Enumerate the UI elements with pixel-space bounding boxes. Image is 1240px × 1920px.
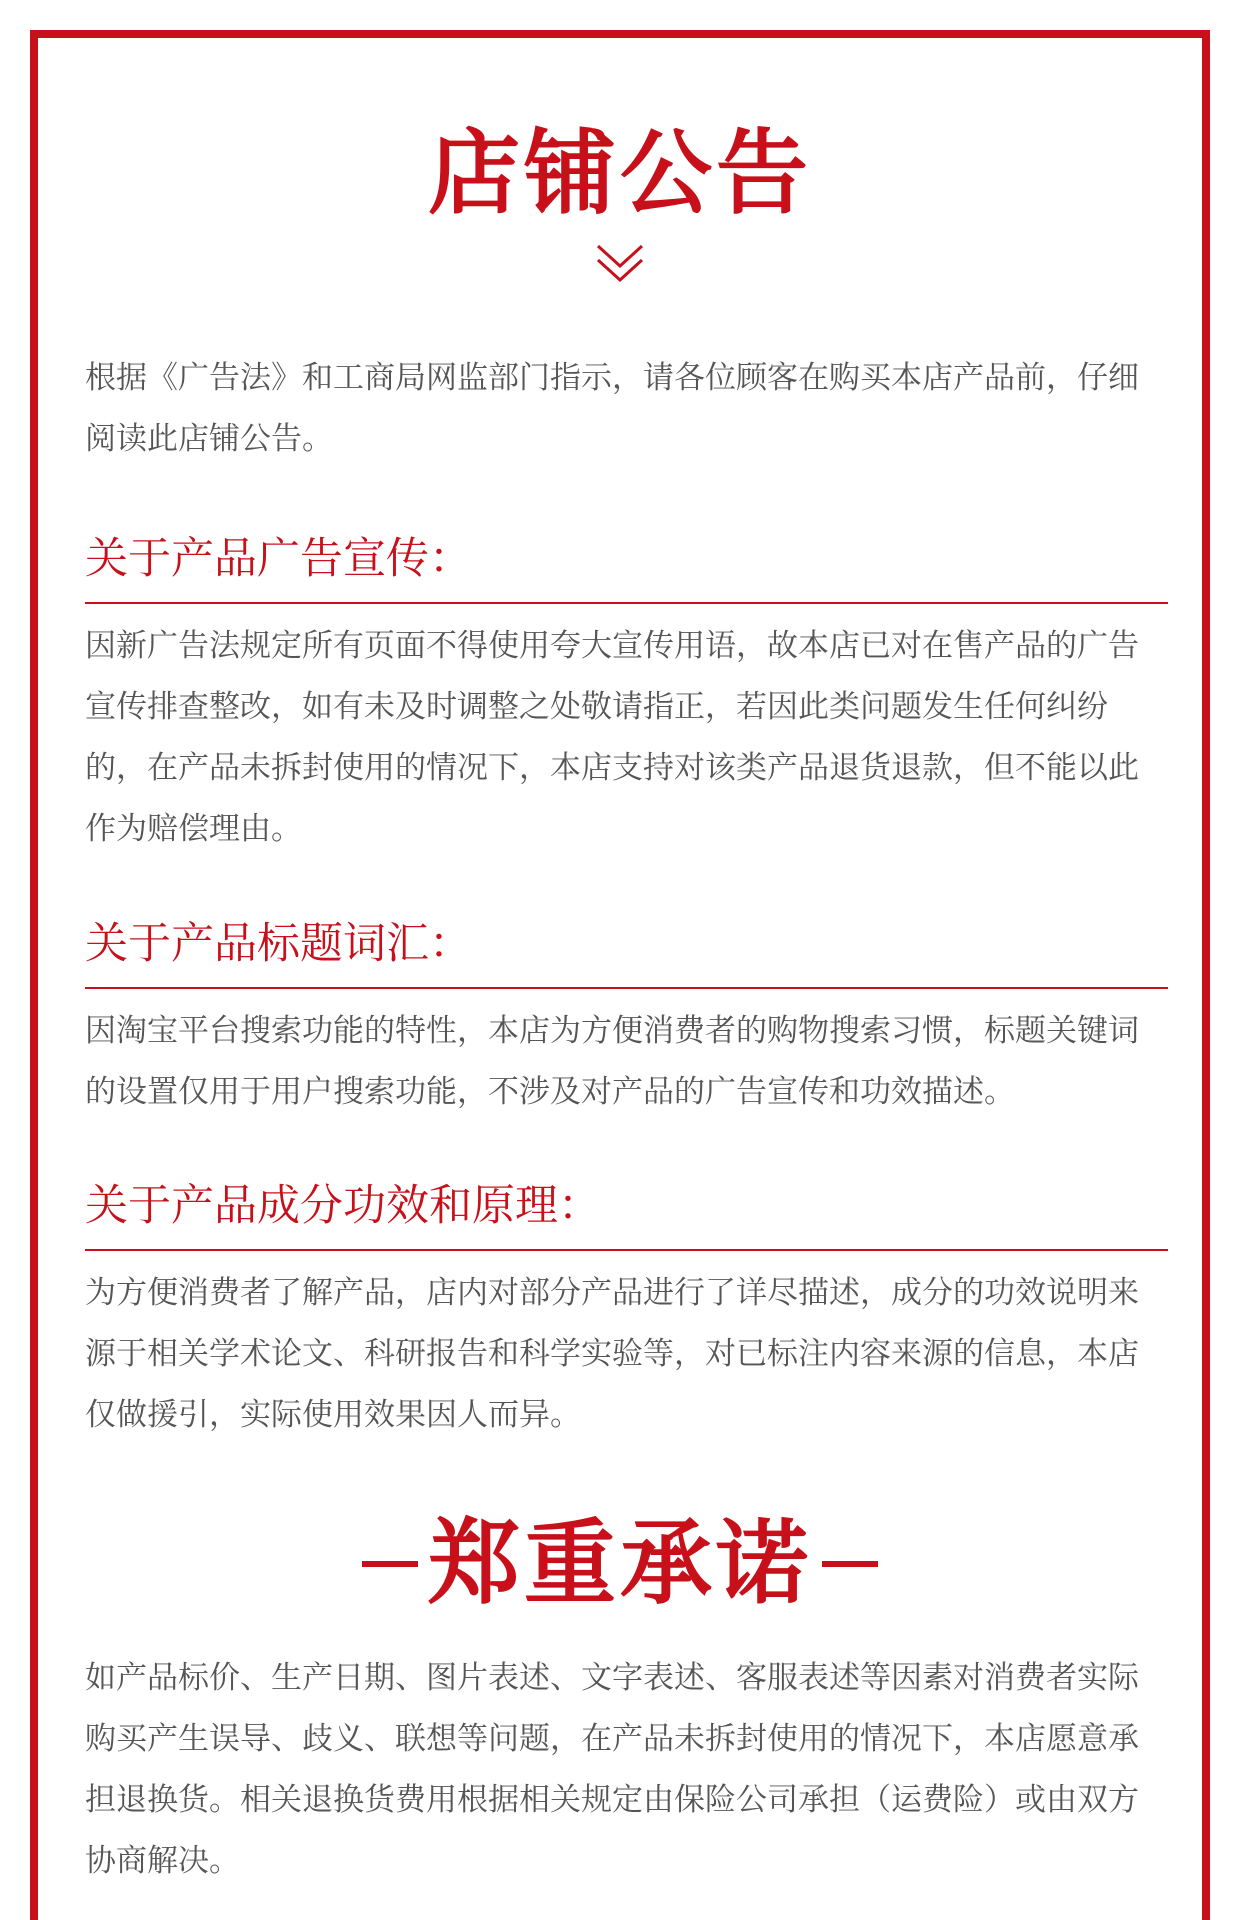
section-divider [85,987,1168,989]
section-body-title-words: 因淘宝平台搜索功能的特性，本店为方便消费者的购物搜索习惯，标题关键词的设置仅用于用户搜索功能，不涉及对产品的广告宣传和功效描述。 [85,1013,1139,1110]
section-divider [85,1249,1168,1251]
section-heading-ingredients: 关于产品成分功效和原理： [85,1181,601,1231]
section-heading-advertising: 关于产品广告宣传： [85,534,472,584]
title-dash-left [362,1561,418,1567]
intro-text: 根据《广告法》和工商局网监部门指示，请各位顾客在购买本店产品前，仔细阅读此店铺公告。 [85,360,1139,457]
double-chevron-down-icon [590,240,650,290]
title-dash-right [822,1561,878,1567]
promise-body: 如产品标价、生产日期、图片表述、文字表述、客服表述等因素对消费者实际购买产生误导、歧义、联想等问题，在产品未拆封使用的情况下，本店愿意承担退换货。相关退换货费用根据相关规定由保险公司承担（运费险）或由双方协商解决。 [85,1660,1139,1879]
notice-title: 店铺公告 [427,120,812,227]
section-heading-title-words: 关于产品标题词汇： [85,919,472,969]
section-divider [85,602,1168,604]
section-body-advertising: 因新广告法规定所有页面不得使用夸大宣传用语，故本店已对在售产品的广告宣传排查整改，如有未及时调整之处敬请指正，若因此类问题发生任何纠纷的，在产品未拆封使用的情况下，本店支持对该类产品退货退款，但不能以此作为赔偿理由。 [85,628,1139,847]
promise-title: 郑重承诺 [427,1510,812,1617]
promise-title-row [0,1490,1240,1622]
notice-frame [30,30,1210,1920]
section-body-ingredients: 为方便消费者了解产品，店内对部分产品进行了详尽描述，成分的功效说明来源于相关学术论文、科研报告和科学实验等，对已标注内容来源的信息，本店仅做援引，实际使用效果因人而异。 [85,1275,1139,1433]
